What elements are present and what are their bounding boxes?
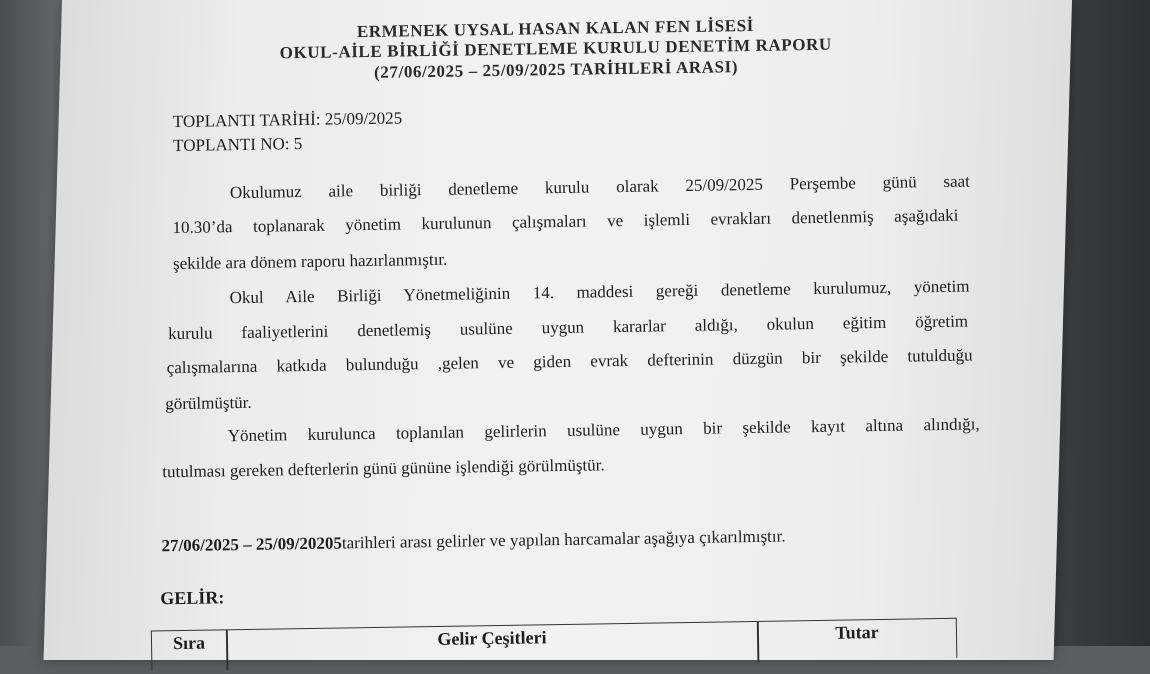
paragraph-line-8: Yönetim kurulunca toplanılan gelirlerin usulüne uygun bir şekilde kayıt altına alındığı,: [227, 414, 980, 446]
paragraph-line-3: şekilde ara dönem raporu hazırlanmıştır.: [172, 249, 448, 274]
summary-date-span: 27/06/2025 – 25/09/20205: [161, 533, 343, 556]
meeting-date: TOPLANTI TARİHİ: 25/09/2025: [172, 108, 403, 132]
school-name: ERMENEK UYSAL HASAN KALAN FEN LİSESİ: [356, 15, 755, 42]
column-header-order: Sıra: [172, 632, 206, 654]
paragraph-line-2: 10.30’da toplanarak yönetim kurulunun çalışmaları ve işlemli evrakları denetlenmiş aşağıdaki: [172, 205, 959, 238]
column-header-amount: Tutar: [835, 622, 879, 643]
report-title: OKUL-AİLE BİRLİĞİ DENETLEME KURULU DENETİM RAPORU: [279, 34, 832, 63]
paragraph-line-6: çalışmalarına katkıda bulunduğu ,gelen ve giden evrak defterinin düzgün bir şekilde tutulduğu: [166, 345, 973, 378]
paragraph-line-7: görülmüştür.: [165, 392, 252, 414]
column-header-income-types: Gelir Çeşitleri: [437, 627, 547, 649]
paragraph-line-4: Okul Aile Birliği Yönetmeliğinin 14. maddesi gereği denetleme kurulumuz, yönetim: [229, 276, 970, 308]
income-table: [151, 618, 958, 671]
summary-text: tarihleri arası gelirler ve yapılan harcamalar aşağıya çıkarılmıştır.: [341, 526, 786, 553]
income-heading: GELİR:: [160, 587, 225, 609]
paragraph-line-1: Okulumuz aile birliği denetleme kurulu olarak 25/09/2025 Perşembe günü saat: [229, 171, 971, 203]
paragraph-line-9: tutulması gereken defterlerin günü gününe işlendiği görülmüştür.: [162, 455, 605, 482]
report-date-range: (27/06/2025 – 25/09/2025 TARİHLERİ ARASI): [373, 57, 739, 82]
paragraph-line-5: kurulu faaliyetlerini denetlemiş usulüne uygun kararlar aldığı, okulun eğitim öğretim: [168, 311, 969, 344]
meeting-number: TOPLANTI NO: 5: [173, 134, 303, 156]
summary-line: [161, 526, 785, 556]
